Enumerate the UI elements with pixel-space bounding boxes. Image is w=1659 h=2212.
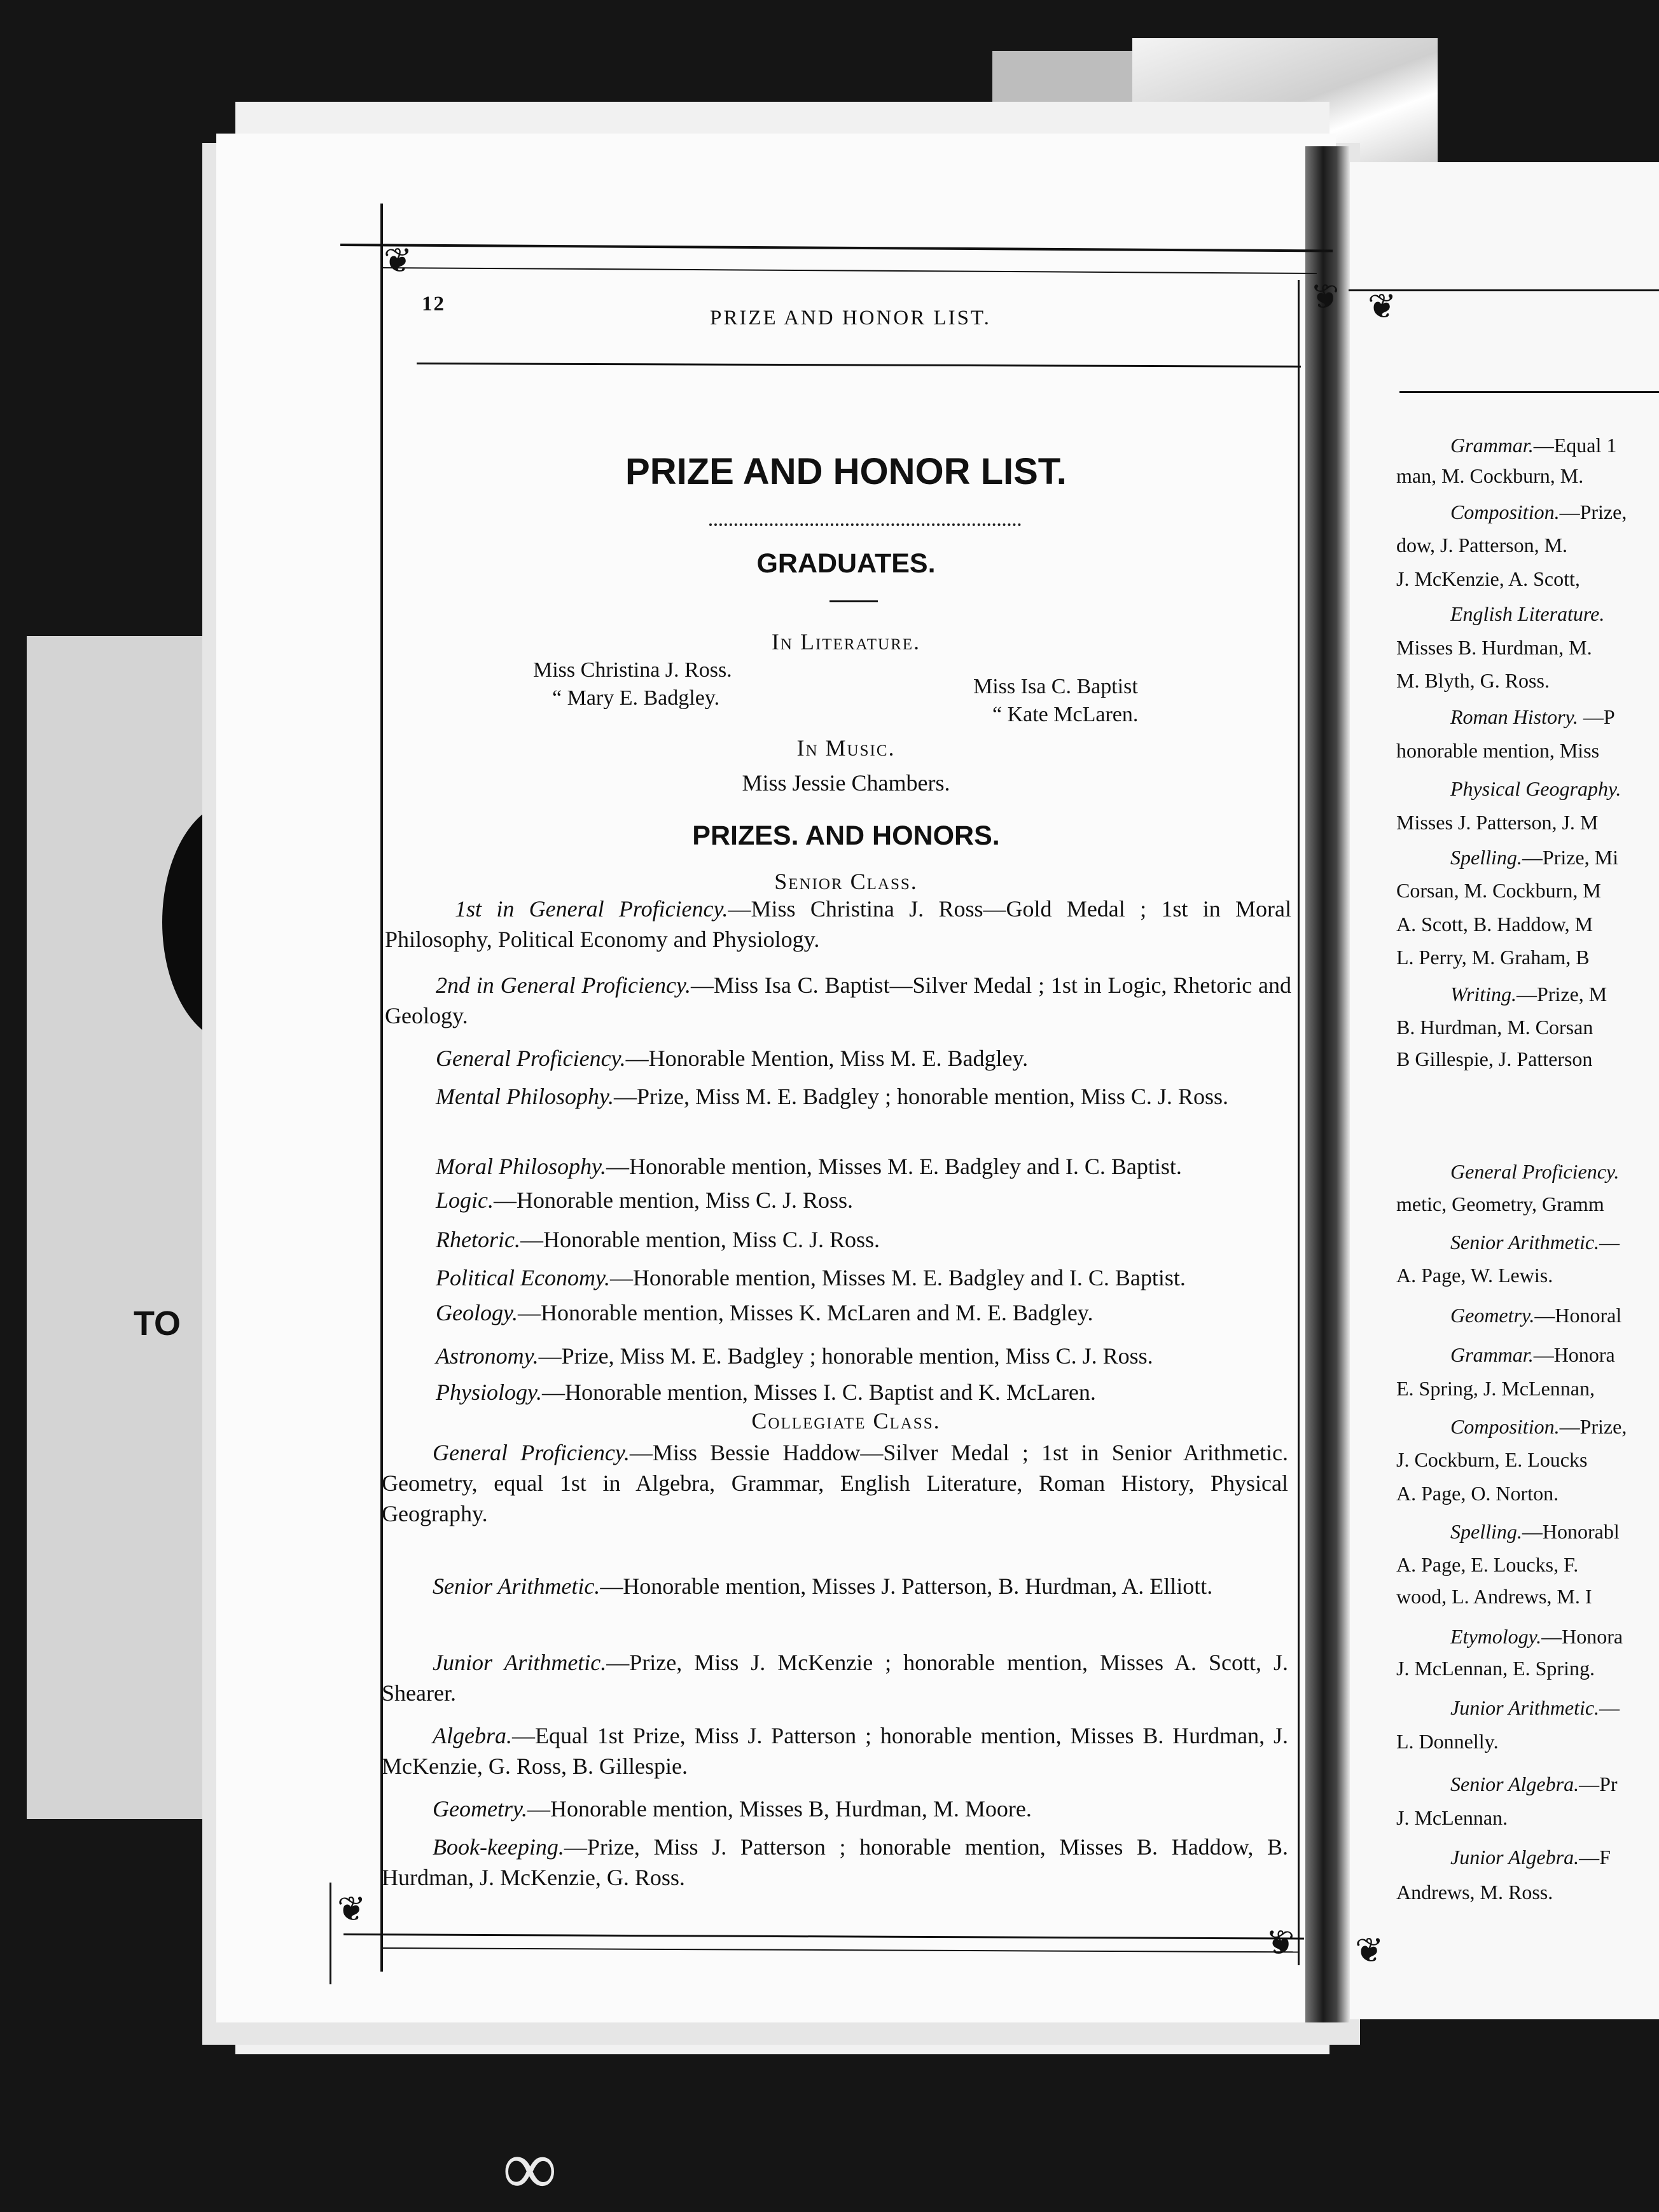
prize-entry xyxy=(385,1043,1291,1074)
right-page-line: Junior Algebra.—F xyxy=(1450,1846,1611,1869)
music-heading: In Music. xyxy=(796,735,896,761)
entry-text: —Prize, Miss J. McKenzie ; honorable mention, Misses A. Scott, J. Shearer. xyxy=(382,1650,1288,1706)
entry-text: —Honorable mention, Misses B, Hurdman, M. Moore. xyxy=(527,1796,1032,1821)
right-page-line: Grammar.—Equal 1 xyxy=(1450,434,1617,457)
title-ornament-rule xyxy=(709,523,1021,529)
entry-text: —Honorable mention, Misses M. E. Badgley and I. C. Baptist. xyxy=(606,1154,1182,1179)
right-page-line: A. Page, E. Loucks, F. xyxy=(1396,1553,1579,1576)
prize-entry xyxy=(385,1151,1291,1182)
prize-entry xyxy=(382,1794,1288,1824)
prize-entry xyxy=(385,1297,1291,1328)
entry-text: —Miss Isa C. Baptist—Silver Medal ; 1st in Logic, Rhetoric and Geology. xyxy=(385,972,1291,1028)
entry-text: —Miss Bessie Haddow—Silver Medal ; 1st in Senior Arithmetic. Geometry, equal 1st in Algebra, Grammar, English Literature, Roman History, Physical Geography. xyxy=(382,1440,1288,1526)
right-page-line: General Proficiency. xyxy=(1450,1160,1620,1183)
entry-text: —Honorable mention, Misses J. Patterson, B. Hurdman, A. Elliott. xyxy=(600,1573,1213,1599)
right-page-line: Senior Algebra.—Pr xyxy=(1450,1773,1618,1795)
prize-entry xyxy=(382,1720,1288,1781)
entry-text: —Honorable mention, Miss C. J. Ross. xyxy=(494,1187,854,1213)
page-title: PRIZE AND HONOR LIST. xyxy=(625,451,1067,492)
senior-class-heading: Senior Class. xyxy=(774,869,918,894)
right-page-line: Spelling.—Prize, Mi xyxy=(1450,846,1618,869)
corner-ornament-top-left: ❦ xyxy=(384,242,413,280)
right-page-line: Junior Arithmetic.— xyxy=(1450,1696,1620,1719)
collegiate-class-heading: Collegiate Class. xyxy=(751,1408,941,1434)
right-page-line: J. McKenzie, A. Scott, xyxy=(1396,567,1580,590)
frame-left-rule-inner xyxy=(330,1883,331,1984)
prize-entry xyxy=(385,970,1291,1031)
page-number: 12 xyxy=(422,293,445,315)
subject-label: Geometry. xyxy=(433,1796,527,1821)
entry-text: —Miss Christina J. Ross—Gold Medal ; 1st in Moral Philosophy, Political Economy and Physiology. xyxy=(385,896,1292,952)
subject-label: Astronomy. xyxy=(436,1343,539,1369)
subject-label: Moral Philosophy. xyxy=(436,1154,606,1179)
right-page-line: Misses J. Patterson, J. M xyxy=(1396,811,1599,834)
right-page-line: B. Hurdman, M. Corsan xyxy=(1396,1016,1593,1039)
entry-text: —Prize, Miss J. Patterson ; honorable mention, Misses B. Haddow, B. Hurdman, J. McKenzie, G. Ross. xyxy=(382,1834,1288,1890)
prize-entry xyxy=(382,1832,1288,1893)
subject-label: Logic. xyxy=(436,1187,494,1213)
right-page-line: wood, L. Andrews, M. I xyxy=(1396,1585,1592,1608)
corner-ornament-bottom-right: ❦ xyxy=(1266,1924,1295,1962)
right-page-line: Andrews, M. Ross. xyxy=(1396,1881,1553,1904)
right-page-line: Misses B. Hurdman, M. xyxy=(1396,636,1592,659)
corner-ornament-bottom-left: ❦ xyxy=(337,1890,366,1928)
literature-heading: In Literature. xyxy=(771,629,921,654)
prize-entry xyxy=(385,1224,1291,1255)
right-page-line: J. McLennan, E. Spring. xyxy=(1396,1657,1595,1680)
prize-entry xyxy=(382,1437,1288,1529)
prizes-heading: PRIZES. AND HONORS. xyxy=(692,820,1000,851)
prize-entry xyxy=(382,1571,1288,1601)
right-page-line: A. Scott, B. Haddow, M xyxy=(1396,913,1593,936)
frame-right-rule xyxy=(1298,280,1300,1965)
right-page-line: E. Spring, J. McLennan, xyxy=(1396,1377,1595,1400)
right-page-line: honorable mention, Miss xyxy=(1396,739,1600,762)
entry-text: —Prize, Miss M. E. Badgley ; honorable mention, Miss C. J. Ross. xyxy=(538,1343,1153,1369)
graduate-name: “ Kate McLaren. xyxy=(992,703,1139,726)
prize-entry xyxy=(382,1647,1288,1708)
subject-label: Junior Arithmetic. xyxy=(433,1650,607,1675)
subject-label: Physiology. xyxy=(436,1379,542,1405)
right-page-line: Roman History. —P xyxy=(1450,705,1615,728)
running-head: PRIZE AND HONOR LIST. xyxy=(710,307,991,329)
subject-label: Book-keeping. xyxy=(433,1834,564,1860)
music-graduate: Miss Jessie Chambers. xyxy=(742,770,950,796)
right-page-line: L. Donnelly. xyxy=(1396,1730,1499,1753)
literature-left-names xyxy=(533,656,732,712)
prize-entry xyxy=(385,1262,1291,1293)
short-rule xyxy=(830,600,878,602)
entry-text: —Honorable Mention, Miss M. E. Badgley. xyxy=(625,1046,1029,1071)
subject-label: Algebra. xyxy=(433,1723,512,1748)
entry-text: —Prize, Miss M. E. Badgley ; honorable mention, Miss C. J. Ross. xyxy=(613,1084,1228,1109)
right-page-line: A. Page, O. Norton. xyxy=(1396,1482,1559,1505)
subject-label: Senior Arithmetic. xyxy=(433,1573,600,1599)
graduate-name: Miss Isa C. Baptist xyxy=(973,675,1138,698)
right-page-line: Corsan, M. Cockburn, M xyxy=(1396,879,1601,902)
right-page-line: B Gillespie, J. Patterson xyxy=(1396,1047,1593,1070)
corner-ornament-right-page-top: ❦ xyxy=(1368,287,1397,326)
subject-label: 1st in General Proficiency. xyxy=(455,896,728,922)
right-page-header-rule xyxy=(1399,391,1659,393)
subject-label: Mental Philosophy. xyxy=(436,1084,614,1109)
right-page-line: Physical Geography. xyxy=(1450,777,1621,800)
graduate-name: “ Mary E. Badgley. xyxy=(552,686,720,710)
card-text-fragment: TO xyxy=(134,1304,181,1343)
right-page-line: Grammar.—Honora xyxy=(1450,1343,1615,1366)
right-page-line: M. Blyth, G. Ross. xyxy=(1396,669,1550,692)
right-page-line: Spelling.—Honorabl xyxy=(1450,1520,1620,1543)
prize-entry xyxy=(385,1081,1291,1112)
right-page-line: Writing.—Prize, M xyxy=(1450,983,1607,1006)
prize-entry xyxy=(385,1341,1291,1371)
subject-label: General Proficiency. xyxy=(433,1440,630,1465)
entry-text: —Equal 1st Prize, Miss J. Patterson ; honorable mention, Misses B. Hurdman, J. McKenzie, G. Ross, B. Gillespie. xyxy=(382,1723,1288,1779)
prize-entry xyxy=(385,1185,1291,1215)
right-page-line: Composition.—Prize, xyxy=(1450,1415,1627,1438)
right-page-line: metic, Geometry, Gramm xyxy=(1396,1192,1604,1215)
right-page-line: man, M. Cockburn, M. xyxy=(1396,464,1584,487)
graduate-name: Miss Christina J. Ross. xyxy=(533,658,732,682)
subject-label: Political Economy. xyxy=(436,1265,610,1290)
entry-text: —Honorable mention, Misses K. McLaren and M. E. Badgley. xyxy=(517,1300,1093,1325)
entry-text: —Honorable mention, Misses I. C. Baptist and K. McLaren. xyxy=(541,1379,1096,1405)
right-page-line: Composition.—Prize, xyxy=(1450,501,1627,523)
subject-label: Geology. xyxy=(436,1300,518,1325)
right-page-line: English Literature. xyxy=(1450,602,1605,625)
entry-text: —Honorable mention, Misses M. E. Badgley and I. C. Baptist. xyxy=(609,1265,1186,1290)
literature-right-names xyxy=(973,673,1138,729)
prize-entry xyxy=(385,1377,1291,1407)
right-page-line: Senior Arithmetic.— xyxy=(1450,1231,1620,1254)
right-page-line: Geometry.—Honoral xyxy=(1450,1304,1622,1327)
right-page-line: J. McLennan. xyxy=(1396,1806,1508,1829)
backing-card xyxy=(27,636,218,1819)
corner-ornament-top-right: ❦ xyxy=(1310,278,1340,316)
graduates-heading: GRADUATES. xyxy=(756,548,936,579)
right-page-line: Etymology.—Honora xyxy=(1450,1625,1623,1648)
prize-entry xyxy=(385,894,1291,955)
right-page-line: L. Perry, M. Graham, B xyxy=(1396,946,1590,969)
entry-text: —Honorable mention, Miss C. J. Ross. xyxy=(520,1227,880,1252)
right-page-line: A. Page, W. Lewis. xyxy=(1396,1264,1553,1287)
pencil-mark: ∞ xyxy=(503,2126,557,2210)
book-gutter xyxy=(1305,146,1350,2022)
subject-label: Rhetoric. xyxy=(436,1227,520,1252)
subject-label: General Proficiency. xyxy=(436,1046,626,1071)
corner-ornament-right-page-bottom: ❦ xyxy=(1355,1932,1384,1970)
right-page-line: J. Cockburn, E. Loucks xyxy=(1396,1448,1588,1471)
right-page-line: dow, J. Patterson, M. xyxy=(1396,534,1568,556)
subject-label: 2nd in General Proficiency. xyxy=(436,972,691,998)
